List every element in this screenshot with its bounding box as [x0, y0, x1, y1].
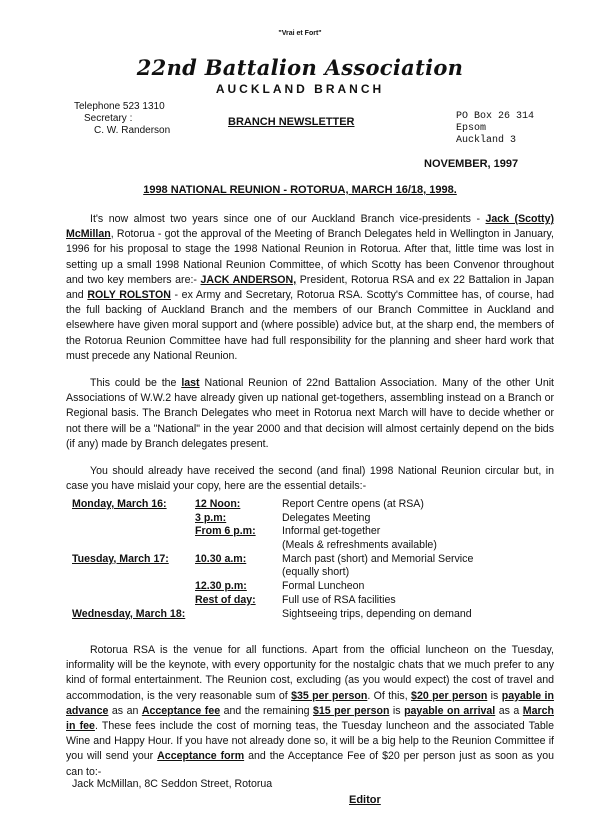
newsletter-label: BRANCH NEWSLETTER [228, 116, 355, 128]
schedule-day: Wednesday, March 18: [72, 607, 186, 620]
acceptance-form: Acceptance form [157, 750, 245, 763]
schedule-desc: Delegates Meeting [282, 511, 371, 524]
schedule-time: 12 Noon: [195, 498, 241, 510]
acceptance-fee: Acceptance fee [141, 704, 221, 717]
schedule-desc: Sightseeing trips, depending on demand [282, 607, 472, 620]
cost-per-person: $35 per person [291, 689, 368, 702]
address-line: PO Box 26 314 [456, 111, 535, 122]
address-line: Auckland 3 [456, 135, 517, 146]
editor-signature: Editor [349, 794, 381, 806]
text: . These fees include the cost of morning teas, the Tuesday luncheon and the associated Table Wine and Happy Hour. If you have not already done so, it will be a big help to the Reunion Committee if you will send your [66, 720, 554, 763]
telephone: Telephone 523 1310 [74, 101, 165, 112]
article-heading: 1998 NATIONAL REUNION - ROTORUA, MARCH 16/18, 1998. [143, 184, 457, 196]
contact-signoff: Jack McMillan, 8C Seddon Street, Rotorua [72, 778, 273, 790]
schedule-time: Rest of day: [195, 593, 256, 606]
schedule-day: Monday, March 16: [72, 498, 167, 510]
paragraph-2 [66, 376, 554, 452]
motto: "Vrai et Fort" [278, 30, 322, 37]
name-roly-rolston: ROLY ROLSTON [87, 289, 171, 302]
text: . Of this, [367, 689, 412, 702]
text: is [389, 704, 405, 717]
text: as an [108, 704, 142, 717]
paragraph-4 [66, 643, 554, 780]
march-in-fee: March in fee [66, 704, 554, 733]
address-line: Epsom [456, 123, 487, 134]
secretary-name: C. W. Randerson [94, 125, 171, 136]
text: is [487, 689, 502, 702]
fee-20: $20 per person [411, 689, 488, 702]
text: as a [495, 704, 523, 717]
text: Rotorua RSA is the venue for all functions. Apart from the official luncheon on the Tuesday, informality will be the keynote, with every opportunity for the nostalgic chats that we much prefer to any kind of formal entertainment. The Reunion cost, excluding (as you would expect) the cost of travel and accommodation, is the very reasonable sum of [66, 644, 554, 702]
schedule-day: Tuesday, March 17: [72, 552, 169, 565]
schedule-time: From 6 p.m: [195, 525, 256, 538]
schedule-desc: (equally short) [282, 566, 350, 579]
schedule-desc: (Meals & refreshments available) [282, 539, 437, 552]
text: - ex Army and Secretary, Rotorua RSA. Scotty's Committee has, of course, had the full backing of Auckland Branch and the members of our Branch Committee in Auckland and elsewhere have given moral support and (where possible) advice but, at the sharp end, the members of the Rotorua Reunion Committee have had full responsibility for the planning and sheer hard work that must precede any National Reunion. [66, 289, 554, 362]
text: This could be the [90, 377, 182, 389]
schedule-time: 12.30 p.m: [195, 580, 247, 593]
fee-15: $15 per person [312, 704, 390, 717]
schedule-desc: Informal get-together [282, 525, 381, 538]
schedule-time: 10.30 a.m: [195, 552, 247, 565]
text: , Rotorua - got the approval of the Meeting of Branch Delegates held in Wellington in January, 1996 for his proposal to stage the 1998 National Reunion in Rotorua. After that, little time was lost in setting up a small 1998 National Reunion Committee, of which Scotty has been Convenor throughout and two key members are:- [66, 228, 554, 286]
emphasis-last: last [181, 377, 200, 389]
schedule-desc: Formal Luncheon [282, 580, 365, 593]
schedule-desc: March past (short) and Memorial Service [282, 552, 474, 565]
paragraph-3: You should already have received the second (and final) 1998 National Reunion circular but, in case you have mislaid your copy, here are the essential details:- [66, 465, 554, 493]
name-jack-anderson: JACK ANDERSON, [200, 273, 297, 286]
contact-block [74, 101, 170, 137]
text: National Reunion of 22nd Battalion Association. Many of the other Unit Associations of W.W.2 have already given up national get-togethers, assembling instead on a Branch or Regional basis. The Branch Delegates who meet in Rotorua next March will have to decide whether or not there will be a "National" in the year 2000 and that decision will almost certainly depend on the bids (if any) made by Branch delegates present. [66, 377, 555, 450]
text: and the Acceptance Fee of $20 per person just as soon as you can to:- [66, 750, 554, 778]
schedule-desc: Report Centre opens (at RSA) [282, 498, 424, 510]
schedule-time: 3 p.m: [195, 511, 227, 524]
secretary-label: Secretary : [84, 113, 133, 124]
payable-on-arrival: payable on arrival [404, 704, 496, 717]
issue-date: NOVEMBER, 1997 [424, 158, 519, 170]
payable-in-advance: payable in advance [66, 689, 554, 717]
text: President, Rotorua RSA and ex 22 Battalion in Japan and [66, 273, 555, 302]
association-title: 22nd Battalion Association [136, 55, 464, 80]
text: and the remaining [220, 704, 313, 717]
branch-subtitle: AUCKLAND BRANCH [215, 82, 385, 96]
text: It's now almost two years since one of our Auckland Branch vice-presidents - [90, 213, 486, 225]
name-jack-mcmillan: Jack (Scotty) McMillan [66, 213, 554, 241]
postal-address [456, 111, 534, 147]
schedule-desc: Full use of RSA facilities [282, 593, 396, 606]
paragraph-1 [66, 212, 554, 364]
